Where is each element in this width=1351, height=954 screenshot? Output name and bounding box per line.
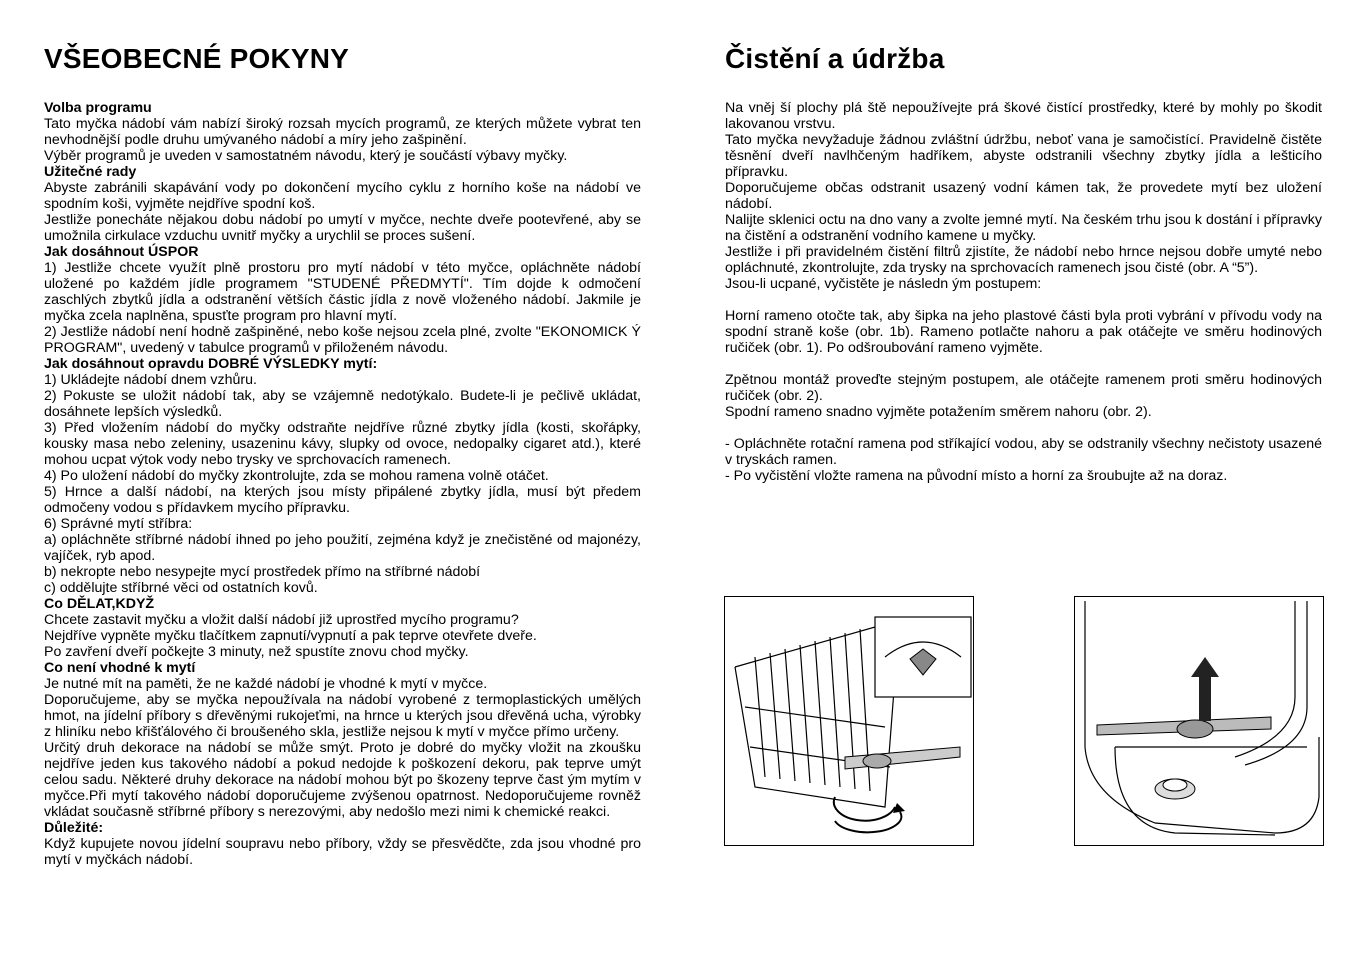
left-paragraph: Chcete zastavit myčku a vložit další nádobí již uprostřed mycího programu?	[44, 612, 519, 628]
right-paragraph: Zpětnou montáž proveďte stejným postupem, ale otáčejte ramenem proti směru hodinových ručiček (obr. 2).	[725, 372, 1322, 404]
right-paragraph: - Po vyčistění vložte ramena na původní místo a horní za šroubujte až na doraz.	[725, 468, 1228, 484]
left-paragraph: Je nutné mít na paměti, že ne každé nádobí je vhodné k mytí v myčce.	[44, 676, 488, 692]
right-paragraph: Jsou-li ucpané, vyčistěte je následn ým postupem:	[725, 276, 1042, 292]
right-paragraph: Spodní rameno snadno vyjměte potažením směrem nahoru (obr. 2).	[725, 404, 1152, 420]
left-subheading: Jak dosáhnout opravdu DOBRÉ VÝSLEDKY mytí:	[44, 356, 378, 372]
left-paragraph: b) nekropte nebo nesypejte mycí prostředek přímo na stříbrné nádobí	[44, 564, 481, 580]
left-paragraph: Tato myčka nádobí vám nabízí široký rozsah mycích programů, ze kterých můžete vybrat ten nevhodnější podle druhu umývaného nádobí a míry jeho zašpinění.	[44, 116, 641, 148]
right-paragraph: Jestliže i při pravidelném čistění filtrů zjistíte, že nádobí nebo hrnce nejsou dobře umyté nebo opláchnuté, zkontrolujte, zda trysky na sprchovacích ramenech jsou čisté (obr. A “5”).	[725, 244, 1322, 276]
left-subheading: Užitečné rady	[44, 164, 137, 180]
left-paragraph: Jestliže ponecháte nějakou dobu nádobí po umytí v myčce, nechte dveře pootevřené, aby se umožnila cirkulace vzduchu uvnitř myčky a urychlil se proces sušení.	[44, 212, 641, 244]
left-column	[44, 38, 641, 868]
left-paragraph: 1) Ukládejte nádobí dnem vzhůru.	[44, 372, 257, 388]
right-title: Čistění a údržba	[725, 43, 945, 74]
left-subheading: Co DĚLAT,KDYŽ	[44, 596, 155, 612]
right-paragraph: Nalijte sklenici octu na dno vany a zvolte jemné mytí. Na českém trhu jsou k dostání i přípravky na čistění a odstranění vodního kamene u myčky.	[725, 212, 1322, 244]
left-paragraph: 3) Před vložením nádobí do myčky odstraňte nejdříve různé zbytky jídla (kosti, skořápky, kousky masa nebo zeleniny, usazeninu kávy, slupky od ovoce, nedopalky cigaret atd.), které mohou ucpat výtok vody nebo trysky ve sprchovacích ramenech.	[44, 420, 641, 468]
left-paragraph: Určitý druh dekorace na nádobí se může smýt. Proto je dobré do myčky vložit na zkoušku nejdříve jeden kus takového nádobí a pokud nedojde k poškození dekoru, pak teprve umýt celou sadu. Některé druhy dekorace na nádobí mohou být po škozeny teprve čast ým mytím v myčce.Při mytí takového nádobí doporučujeme zvýšenou opatrnost. Nedoporučujeme rovněž vkládat současně stříbrné příbory s nerezovými, aby nedošlo mezi nimi k chemické reakci.	[44, 740, 641, 820]
right-paragraph: Horní rameno otočte tak, aby šipka na jeho plastové části byla proti vybrání v přívodu vody na spodní straně koše (obr. 1b). Rameno potlačte nahoru a pak otáčejte ve směru hodinových ručiček (obr. 1). Po odšroubování rameno vyjměte.	[725, 308, 1322, 356]
left-subheading: Co není vhodné k mytí	[44, 660, 196, 676]
right-paragraph: Tato myčka nevyžaduje žádnou zvláštní údržbu, neboť vana je samočistící. Pravidelně čistěte těsnění dveří navlhčeným hadříkem, abyste odstranili všechny zbytky jídla a lešticího přípravku.	[725, 132, 1322, 180]
left-paragraph: Nejdříve vypněte myčku tlačítkem zapnutí/vypnutí a pak teprve otevřete dveře.	[44, 628, 537, 644]
right-paragraph: Na vněj ší plochy plá ště nepoužívejte prá škové čistící prostředky, které by mohly po škodit lakovanou vrstvu.	[725, 100, 1322, 132]
figure-upper-spray-arm	[724, 596, 974, 846]
left-subheading: Důležité:	[44, 820, 104, 836]
left-paragraph: 5) Hrnce a další nádobí, na kterých jsou místy připálené zbytky jídla, musí být předem odmočeny vodou s přídavkem mycího přípravku.	[44, 484, 641, 516]
left-paragraph: a) opláchněte stříbrné nádobí ihned po jeho použití, zejména když je znečistěné od majonézy, vajíček, ryb apod.	[44, 532, 641, 564]
left-paragraph: Když kupujete novou jídelní soupravu nebo příbory, vždy se přesvědčte, zda jsou vhodné pro mytí v myčkách nádobí.	[44, 836, 641, 868]
left-paragraph: Po zavření dveří počkejte 3 minuty, než spustíte znovu chod myčky.	[44, 644, 469, 660]
left-paragraph: Výběr programů je uveden v samostatném návodu, který je součástí výbavy myčky.	[44, 148, 568, 164]
left-paragraph: Abyste zabránili skapávání vody po dokončení mycího cyklu z horního koše na nádobí ve spodním koši, vyjměte nejdříve spodní koš.	[44, 180, 641, 212]
left-paragraph: 2) Pokuste se uložit nádobí tak, aby se vzájemně nedotýkalo. Budete-li je pečlivě ukládat, dosáhnete lepších výsledků.	[44, 388, 641, 420]
left-paragraph: 1) Jestliže chcete využít plně prostoru pro mytí nádobí v této myčce, opláchněte nádobí uložené po každém jídle programem "STUDENÉ PŘEDMYTÍ". Tím dojde k odmočení zaschlých zbytků jídla a odstranění větších částic jídla z nově vloženého nádobí. Jakmile je myčka zcela naplněna, spusťte program pro hlavní mytí.	[44, 260, 641, 324]
right-paragraph: Doporučujeme občas odstranit usazený vodní kámen tak, že provedete mytí bez uložení nádobí.	[725, 180, 1322, 212]
figure-lower-spray-arm	[1074, 596, 1324, 846]
left-subheading: Volba programu	[44, 100, 152, 116]
right-paragraph: - Opláchněte rotační ramena pod stříkající vodou, aby se odstranily všechny nečistoty usazené v tryskách ramen.	[725, 436, 1322, 468]
left-title: VŠEOBECNÉ POKYNY	[44, 43, 350, 74]
left-paragraph: c) oddělujte stříbrné věci od ostatních kovů.	[44, 580, 318, 596]
left-subheading: Jak dosáhnout ÚSPOR	[44, 244, 199, 260]
left-body-text	[44, 100, 641, 868]
left-paragraph: Doporučujeme, aby se myčka nepoužívala na nádobí vyrobené z termoplastických umělých hmot, na jídelní příbory s dřevěnými rukojeťmi, na hrnce u kterých jsou dřevěná ucha, výrobky z hliníku nebo křišťálového či broušeného skla, jestliže nejsou k mytí v myčce přímo určeny.	[44, 692, 641, 740]
left-paragraph: 2) Jestliže nádobí není hodně zašpiněné, nebo koše nejsou zcela plné, zvolte "EKONOMICK Ý PROGRAM", uvedený v tabulce programů v přiloženém návodu.	[44, 324, 641, 356]
right-body-text	[725, 100, 1322, 484]
left-paragraph: 6) Správné mytí stříbra:	[44, 516, 193, 532]
right-column	[725, 38, 1322, 484]
upper-arm-illustration	[725, 597, 973, 845]
left-paragraph: 4) Po uložení nádobí do myčky zkontrolujte, zda se mohou ramena volně otáčet.	[44, 468, 549, 484]
lower-arm-illustration	[1075, 597, 1323, 845]
